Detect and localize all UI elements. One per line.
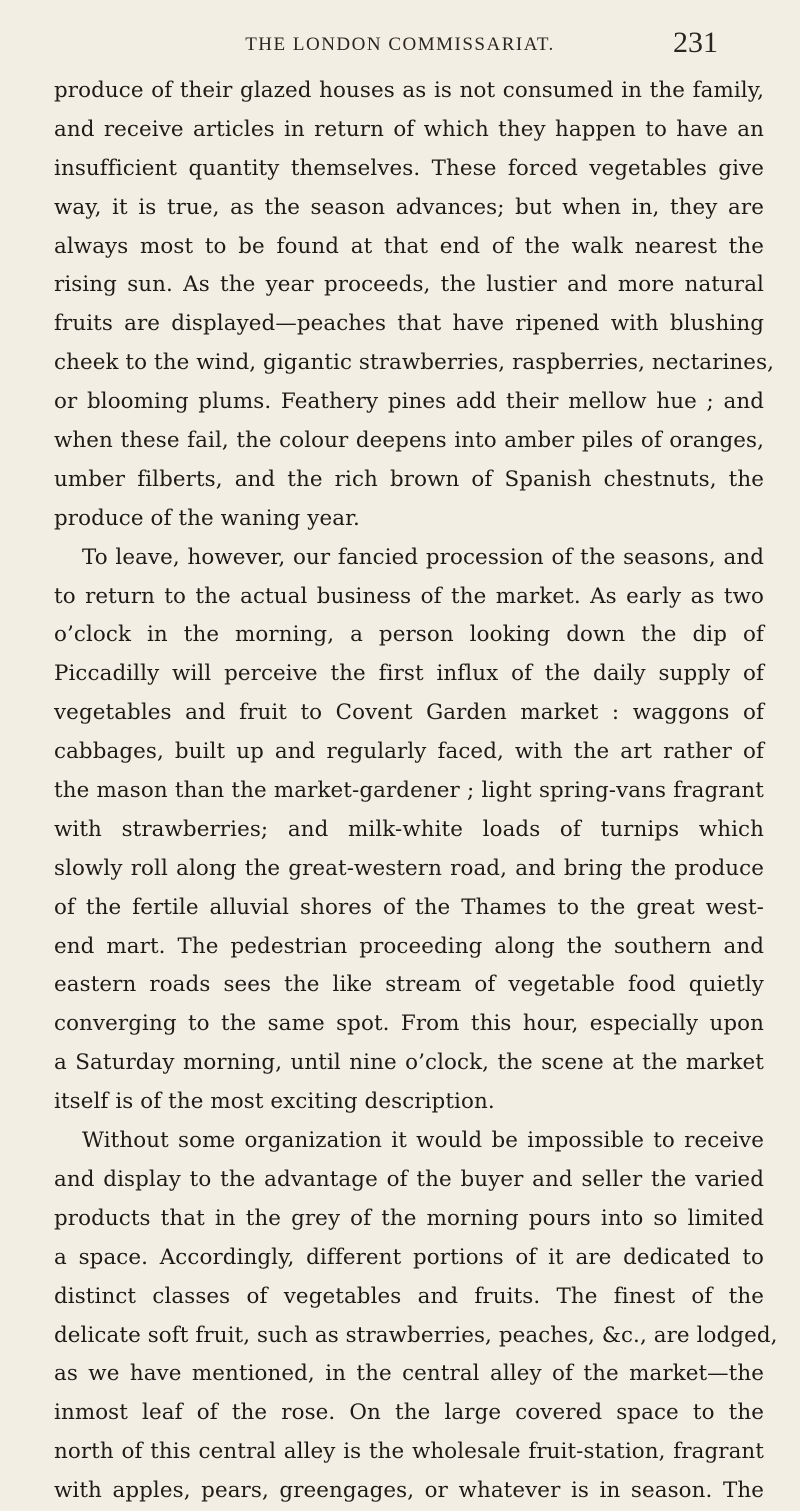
text-line: the mason than the market-gardener ; light spring-vans fragrant xyxy=(54,778,764,804)
running-head xyxy=(0,26,800,66)
text-line: cabbages, built up and regularly faced, with the art rather of xyxy=(54,739,764,765)
page-number: 231 xyxy=(673,26,718,59)
text-line: with strawberries; and milk-white loads of turnips which xyxy=(54,816,764,842)
paragraph-start-line: Without some organization it would be impossible to receive xyxy=(82,1128,764,1154)
text-line: insufficient quantity themselves. These forced vegetables give xyxy=(54,155,764,181)
text-line: or blooming plums. Feathery pines add their mellow hue ; and xyxy=(54,389,764,415)
text-line: o’clock in the morning, a person looking down the dip of xyxy=(54,622,764,648)
text-line: converging to the same spot. From this hour, especially upon xyxy=(54,1011,764,1037)
body-text xyxy=(54,72,778,1511)
text-line: a space. Accordingly, different portions of it are dedicated to xyxy=(54,1244,764,1270)
text-line: Piccadilly will perceive the first influx of the daily supply of xyxy=(54,661,764,687)
text-line: of the fertile alluvial shores of the Thames to the great west- xyxy=(54,894,764,920)
text-line: inmost leaf of the rose. On the large covered space to the xyxy=(54,1400,764,1426)
text-line: way, it is true, as the season advances; but when in, they are xyxy=(54,194,764,220)
text-line: a Saturday morning, until nine o’clock, the scene at the market xyxy=(54,1050,764,1076)
text-line: with apples, pears, greengages, or whatever is in season. The xyxy=(54,1478,764,1504)
text-line: north of this central alley is the wholesale fruit-station, fragrant xyxy=(54,1439,764,1465)
text-line: rising sun. As the year proceeds, the lustier and more natural xyxy=(54,272,764,298)
text-line: always most to be found at that end of the walk nearest the xyxy=(54,233,764,259)
text-line: distinct classes of vegetables and fruits. The finest of the xyxy=(54,1283,764,1309)
text-line: umber filberts, and the rich brown of Spanish chestnuts, the xyxy=(54,466,764,492)
text-line: eastern roads sees the like stream of vegetable food quietly xyxy=(54,972,764,998)
text-line: as we have mentioned, in the central alley of the market—the xyxy=(54,1361,764,1387)
text-line: end mart. The pedestrian proceeding along the southern and xyxy=(54,933,764,959)
running-title: THE LONDON COMMISSARIAT. xyxy=(245,34,555,55)
paragraph-start-line: To leave, however, our fancied procession of the seasons, and xyxy=(82,544,764,570)
text-line: fruits are displayed—peaches that have ripened with blushing xyxy=(54,311,764,337)
text-line: to return to the actual business of the market. As early as two xyxy=(54,583,764,609)
text-line: cheek to the wind, gigantic strawberries, raspberries, nectarines, xyxy=(54,350,775,376)
text-line: produce of their glazed houses as is not consumed in the family, xyxy=(54,78,764,103)
text-line: when these fail, the colour deepens into amber piles of oranges, xyxy=(54,428,764,454)
text-line: vegetables and fruit to Covent Garden market : waggons of xyxy=(54,700,764,726)
text-line: products that in the grey of the morning pours into so limited xyxy=(54,1205,764,1231)
paragraph-end-line: produce of the waning year. xyxy=(54,505,360,531)
text-line: and display to the advantage of the buyer and seller the varied xyxy=(54,1166,764,1192)
text-line: delicate soft fruit, such as strawberries, peaches, &c., are lodged, xyxy=(54,1322,778,1348)
paragraph-end-line: itself is of the most exciting description. xyxy=(54,1089,495,1115)
text-line: slowly roll along the great-western road, and bring the produce xyxy=(54,855,764,881)
text-line: and receive articles in return of which they happen to have an xyxy=(54,116,764,142)
